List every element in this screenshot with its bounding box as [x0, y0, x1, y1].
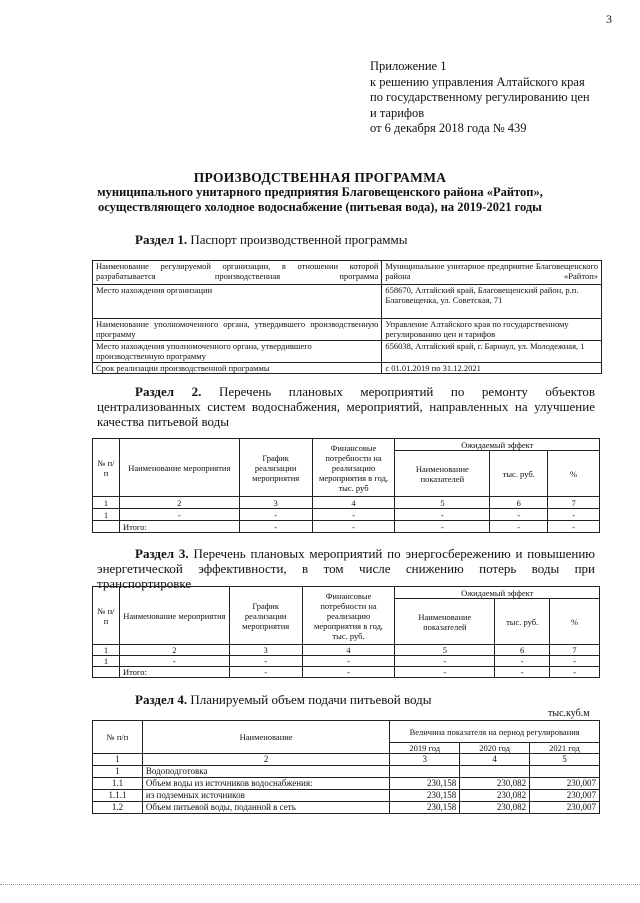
table-cell: 230,158 [390, 778, 460, 790]
table-cell: - [550, 667, 600, 678]
header-period: Величина показателя на период регулирования [390, 721, 600, 743]
repair-measures-table [92, 438, 600, 533]
table-cell: 230,007 [530, 802, 600, 814]
table-cell: - [119, 509, 239, 521]
title-line-1: ПРОИЗВОДСТВЕННАЯ ПРОГРАММА [193, 170, 447, 185]
table-cell: - [395, 667, 495, 678]
header-year: 2019 год [390, 743, 460, 754]
table-cell: 5 [395, 497, 490, 509]
appendix-line: к решению управления Алтайского края [370, 74, 585, 89]
header-name: Наименование [142, 721, 389, 754]
table-cell: 4 [460, 754, 530, 766]
table-cell: с 01.01.2019 по 31.12.2021 [382, 363, 602, 374]
table-cell: - [495, 656, 550, 667]
unit-label: тыс.куб.м [548, 708, 590, 719]
header-finance: Финансовые потребности на реализацию мероприятия в год, тыс. руб. [302, 587, 395, 645]
table-cell: 3 [390, 754, 460, 766]
page-bottom-divider [0, 884, 640, 885]
table-row [93, 319, 602, 341]
table-cell: - [495, 667, 550, 678]
table-cell: 6 [490, 497, 548, 509]
appendix-line: Приложение 1 [370, 59, 447, 73]
table-cell: - [550, 656, 600, 667]
table-cell: - [239, 521, 312, 533]
title-line-3: осуществляющего холодное водоснабжение (питьевая вода), на 2019-2021 годы [98, 200, 542, 214]
title-line-2: муниципального унитарного предприятия Благовещенского района «Райтоп», [97, 185, 543, 199]
table-row [93, 656, 600, 667]
header-year: 2020 год [460, 743, 530, 754]
table-cell: Наименование регулируемой организации, в отношении которой разрабатывается производственная программа [93, 261, 382, 285]
table-cell: Место нахождения организации [93, 285, 382, 319]
section4-label: Раздел 4. [135, 692, 188, 707]
table-cell [93, 521, 120, 533]
section3-text: Перечень плановых мероприятий по энергосбережению и повышению энергетической эффективности, в том числе снижению потерь воды при транспортировке [97, 546, 595, 591]
table-cell: 230,158 [390, 790, 460, 802]
table-cell: 2 [142, 754, 389, 766]
section1-label: Раздел 1. [135, 232, 188, 247]
section1-text: Паспорт производственной программы [190, 232, 408, 247]
table-cell: - [302, 667, 395, 678]
table-cell: Муниципальное унитарное предприятие Благовещенского района «Райтоп» [382, 261, 602, 285]
header-effect: Ожидаемый эффект [395, 439, 600, 451]
table-cell: 1.2 [93, 802, 143, 814]
header-thousand: тыс. руб. [495, 599, 550, 645]
table-cell: 4 [302, 645, 395, 656]
table-cell [390, 766, 460, 778]
header-indicator: Наименование показателей [395, 451, 490, 497]
table-cell: - [395, 509, 490, 521]
header-year: 2021 год [530, 743, 600, 754]
section3-heading [97, 546, 595, 591]
table-cell: Наименование уполномоченного органа, утвердившего производственную программу [93, 319, 382, 341]
table-cell: 230,082 [460, 790, 530, 802]
table-cell: - [229, 656, 302, 667]
table-cell: - [490, 521, 548, 533]
table-row [93, 667, 600, 678]
table-row [93, 363, 602, 374]
table-cell: - [239, 509, 312, 521]
table-row [93, 341, 602, 363]
table-row [93, 778, 600, 790]
header-finance: Финансовые потребности на реализацию мероприятия в год, тыс. руб [312, 439, 395, 497]
header-schedule: График реализации мероприятия [229, 587, 302, 645]
header-num: № п/п [93, 587, 120, 645]
table-row [93, 802, 600, 814]
section3-label: Раздел 3. [135, 546, 189, 561]
header-thousand: тыс. руб. [490, 451, 548, 497]
header-percent: % [548, 451, 600, 497]
energy-measures-table [92, 586, 600, 678]
section2-heading [97, 384, 595, 429]
section4-text: Планируемый объем подачи питьевой воды [190, 692, 432, 707]
table-cell: Водоподготовка [142, 766, 389, 778]
table-cell: 230,007 [530, 790, 600, 802]
table-cell: 2 [119, 497, 239, 509]
table-cell: - [548, 509, 600, 521]
table-cell: - [302, 656, 395, 667]
section4-heading [135, 692, 432, 707]
table-cell: 658670, Алтайский край, Благовещенский район, р.п. Благовещенка, ул. Советская, 71 [382, 285, 602, 319]
table-cell: Итого: [119, 521, 239, 533]
table-cell: 1 [93, 656, 120, 667]
table-row [93, 790, 600, 802]
table-cell: Объем воды из источников водоснабжения: [142, 778, 389, 790]
table-cell: - [312, 521, 395, 533]
table-cell: - [312, 509, 395, 521]
appendix-line: от 6 декабря 2018 года № 439 [370, 121, 527, 135]
table-cell: 4 [312, 497, 395, 509]
table-cell: 1.1 [93, 778, 143, 790]
table-cell: 656038, Алтайский край, г. Барнаул, ул. Молодежная, 1 [382, 341, 602, 363]
table-cell [93, 667, 120, 678]
table-cell: 1 [93, 754, 143, 766]
header-num: № п/п [93, 721, 143, 754]
table-cell: 1 [93, 766, 143, 778]
table-cell: 1.1.1 [93, 790, 143, 802]
table-row [93, 509, 600, 521]
table-cell: 3 [229, 645, 302, 656]
table-row [93, 521, 600, 533]
table-cell: 1 [93, 645, 120, 656]
table-cell: 5 [530, 754, 600, 766]
passport-table [92, 260, 602, 374]
table-row [93, 645, 600, 656]
table-cell [460, 766, 530, 778]
header-name: Наименование мероприятия [119, 439, 239, 497]
water-volume-table [92, 720, 600, 814]
table-cell: 5 [395, 645, 495, 656]
header-percent: % [550, 599, 600, 645]
table-cell: Итого: [119, 667, 229, 678]
table-cell: 2 [119, 645, 229, 656]
table-cell: 230,082 [460, 802, 530, 814]
table-row [93, 497, 600, 509]
table-row [93, 285, 602, 319]
table-cell: 7 [550, 645, 600, 656]
table-cell: - [548, 521, 600, 533]
table-cell: Объем питьевой воды, поданной в сеть [142, 802, 389, 814]
header-num: № п/п [93, 439, 120, 497]
table-cell: 1 [93, 497, 120, 509]
table-cell: - [229, 667, 302, 678]
table-cell: 230,158 [390, 802, 460, 814]
page-number: 3 [606, 12, 612, 26]
table-cell: 7 [548, 497, 600, 509]
table-cell: Срок реализации производственной программы [93, 363, 382, 374]
table-cell: 230,082 [460, 778, 530, 790]
section1-heading [135, 232, 407, 247]
table-cell: Место нахождения уполномоченного органа, утвердившего производственную программу [93, 341, 382, 363]
section2-label: Раздел 2. [135, 384, 202, 399]
header-name: Наименование мероприятия [119, 587, 229, 645]
section2-text: Перечень плановых мероприятий по ремонту объектов централизованных систем водоснабжения, мероприятий, направленных на улучшение качества питьевой воды [97, 384, 596, 429]
table-cell: 1 [93, 509, 120, 521]
table-cell: из подземных источников [142, 790, 389, 802]
table-cell: Управление Алтайского края по государственному регулированию цен и тарифов [382, 319, 602, 341]
header-schedule: График реализации мероприятия [239, 439, 312, 497]
table-cell: - [119, 656, 229, 667]
table-cell: 6 [495, 645, 550, 656]
table-cell: 230,007 [530, 778, 600, 790]
table-row [93, 754, 600, 766]
header-effect: Ожидаемый эффект [395, 587, 600, 599]
table-row [93, 261, 602, 285]
appendix-block [370, 59, 620, 137]
table-cell [530, 766, 600, 778]
table-cell: - [490, 509, 548, 521]
appendix-line: по государственному регулированию цен [370, 90, 590, 104]
appendix-line: и тарифов [370, 105, 425, 120]
table-cell: - [395, 656, 495, 667]
table-row [93, 766, 600, 778]
table-cell: 3 [239, 497, 312, 509]
header-indicator: Наименование показателей [395, 599, 495, 645]
table-cell: - [395, 521, 490, 533]
document-title [0, 170, 640, 215]
